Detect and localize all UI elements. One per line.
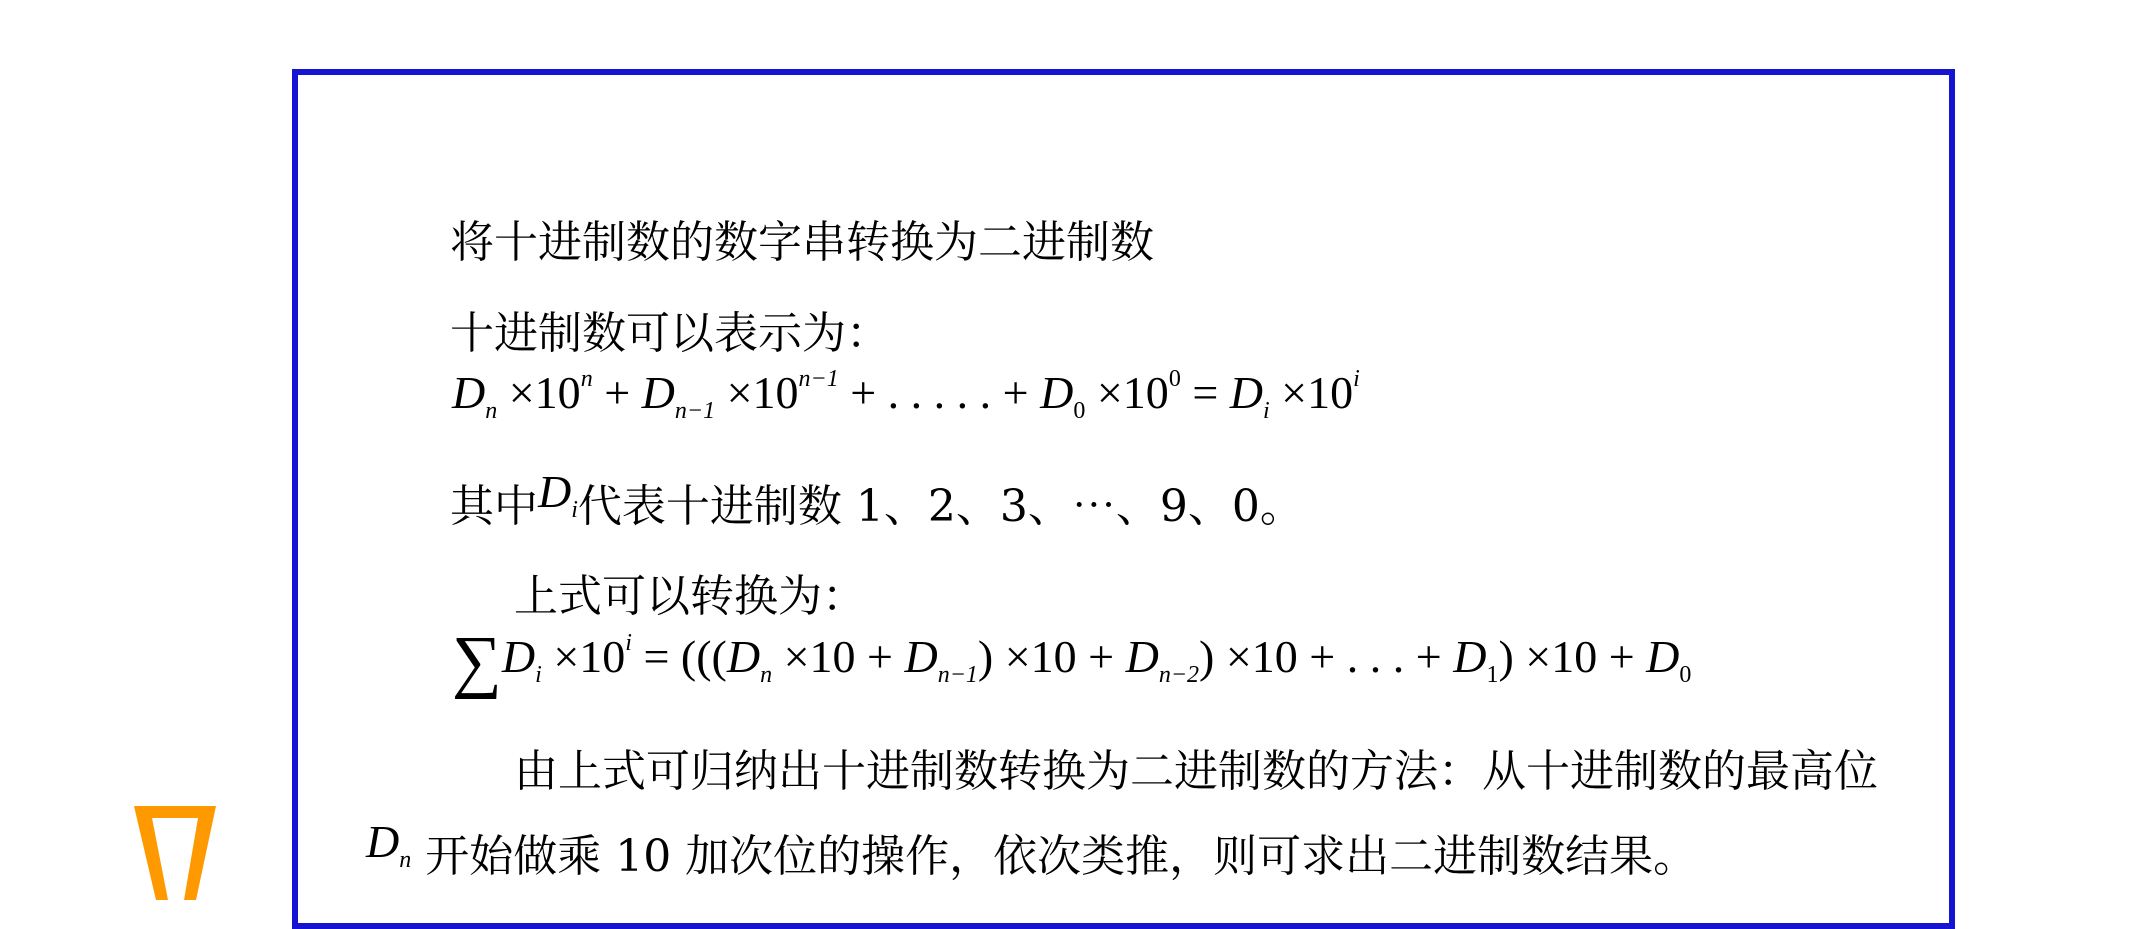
- where-text: 其中$D_i$代表十进制数 1、2、3、⋯、9、0。: [450, 466, 1304, 532]
- method-line-1: 由上式可归纳出十进制数转换为二进制数的方法：从十进制数的最高位: [514, 746, 1878, 797]
- formula-expansion: $D_n \times 10^n + D_{n-1} \times 10^{n-1}$ + . . . . . + $D_0 \times 10^0 = D_i \times 10^i$: [452, 366, 1360, 424]
- title-text: 将十进制数的数字串转换为二进制数: [450, 217, 1154, 268]
- down-arrow-icon: [128, 800, 223, 900]
- convert-intro-text: 上式可以转换为：: [514, 571, 866, 622]
- method-line-2: $D_n$ 开始做乘 10 加次位的操作，依次类推，则可求出二进制数结果。: [366, 816, 1698, 882]
- intro-text: 十进制数可以表示为：: [450, 308, 890, 359]
- formula-nested: $\sum D_i \times 10^i = (((D_n \times 10 + D_{n-1}) \times 10 + D_{n-2}) \times 10$ + . . . + $D_1) \times 10 + D_0$: [452, 623, 1692, 700]
